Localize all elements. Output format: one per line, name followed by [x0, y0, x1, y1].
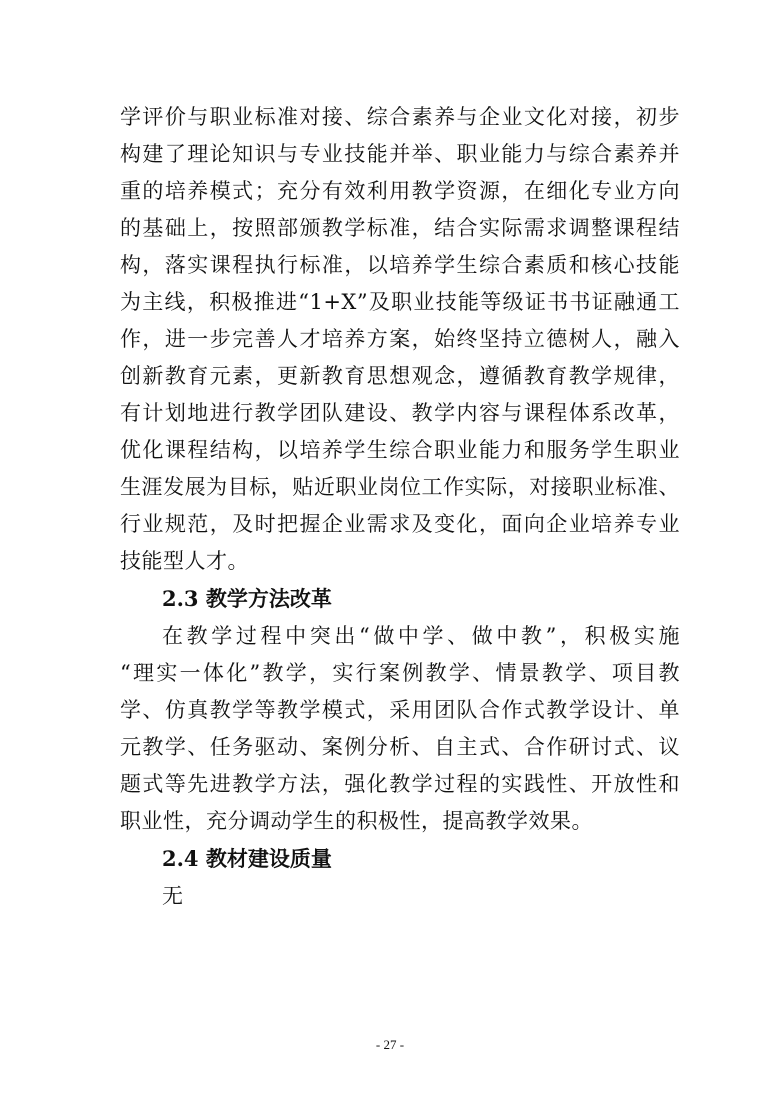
- section-heading-2-3: 2.3 教学方法改革: [162, 586, 332, 611]
- paragraph-line: 创新教育元素，更新教育思想观念，遵循教育教学规律，: [120, 364, 680, 388]
- paragraph-line: 构，落实课程执行标准，以培养学生综合素质和核心技能: [120, 253, 680, 277]
- section-body-text: 无: [162, 884, 183, 908]
- paragraph-line: 有计划地进行教学团队建设、教学内容与课程体系改革，: [120, 401, 680, 425]
- paragraph-line: 学、仿真教学等教学模式，采用团队合作式教学设计、单: [120, 698, 680, 722]
- paragraph-line: 优化课程结构，以培养学生综合职业能力和服务学生职业: [120, 438, 680, 462]
- paragraph-line: 在教学过程中突出“做中学、做中教”，积极实施: [162, 624, 680, 648]
- paragraph-line: 为主线，积极推进“1+X”及职业技能等级证书书证融通工: [120, 290, 680, 314]
- paragraph-line: “理实一体化”教学，实行案例教学、情景教学、项目教: [120, 661, 680, 685]
- paragraph-line: 生涯发展为目标，贴近职业岗位工作实际，对接职业标准、: [120, 475, 680, 499]
- paragraph-line: 元教学、任务驱动、案例分析、自主式、合作研讨式、议: [120, 735, 680, 759]
- page-number: - 27 -: [375, 1037, 405, 1052]
- paragraph-line: 题式等先进教学方法，强化教学过程的实践性、开放性和: [120, 772, 680, 796]
- paragraph-line: 职业性，充分调动学生的积极性，提高教学效果。: [120, 809, 593, 833]
- section-heading-2-4: 2.4 教材建设质量: [162, 846, 332, 871]
- paragraph-line: 作，进一步完善人才培养方案，始终坚持立德树人，融入: [120, 327, 680, 351]
- paragraph-line: 技能型人才。: [120, 549, 249, 573]
- paragraph-line: 构建了理论知识与专业技能并举、职业能力与综合素养并: [120, 142, 680, 166]
- paragraph-line: 重的培养模式；充分有效利用教学资源，在细化专业方向: [120, 179, 680, 203]
- paragraph-line: 行业规范，及时把握企业需求及变化，面向企业培养专业: [120, 512, 680, 536]
- paragraph-line: 的基础上，按照部颁教学标准，结合实际需求调整课程结: [120, 216, 680, 240]
- paragraph-line: 学评价与职业标准对接、综合素养与企业文化对接，初步: [120, 105, 680, 129]
